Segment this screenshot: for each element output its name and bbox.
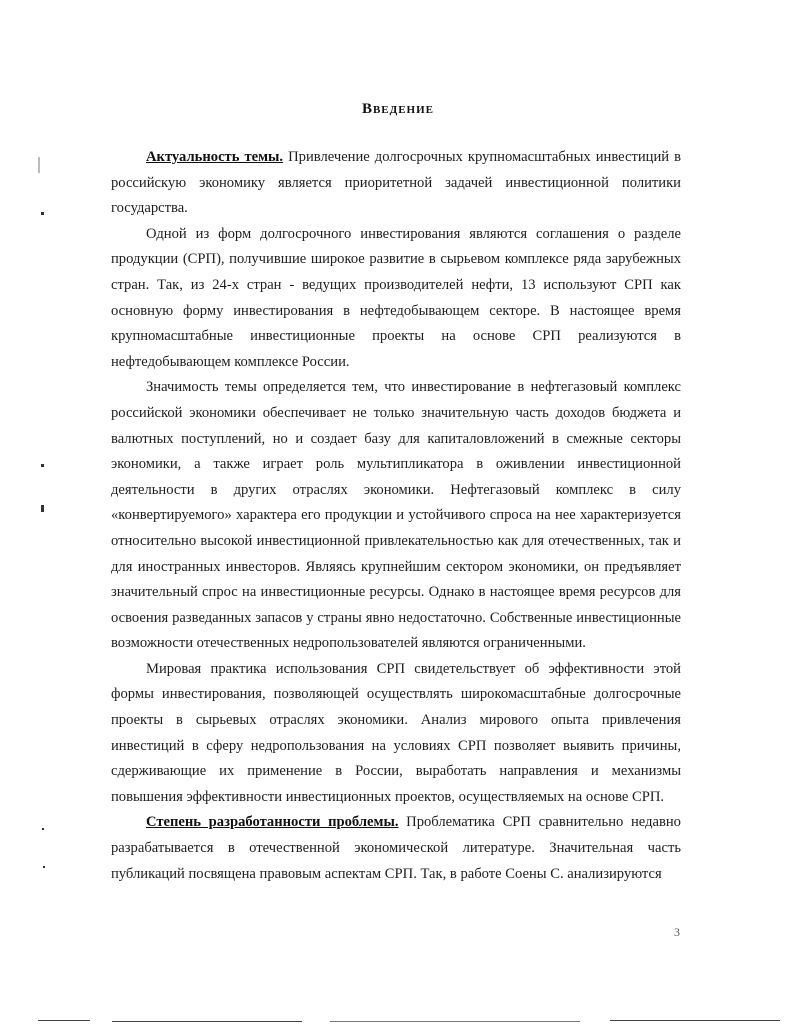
scan-edge-line xyxy=(330,1021,580,1022)
paragraph-significance xyxy=(111,375,681,657)
paragraph-text: Мировая практика использования СРП свидетельствует об эффективности этой формы инвестирования, позволяющей осуществлять широкомасштабные долгосрочные проекты в сырьевых отраслях экономики. Анализ мирового опыта привлечения инвестиций в сферу недропользования на условиях СРП позволяет выявить причины, сдерживающие их применение в России, выработать направления и механизмы повышения эффективности инвестиционных проектов, осуществляемых на основе СРП. xyxy=(111,660,681,805)
paragraph-psa-forms xyxy=(111,222,681,376)
section-lead-development: Степень разработанности проблемы. xyxy=(146,814,399,831)
paragraph-text: Значимость темы определяется тем, что инвестирование в нефтегазовый комплекс российской экономики обеспечивает не только значительную часть доходов бюджета и валютных поступлений, но и создает базу для капиталовложений в смежные секторы экономики, а также играет роль мультипликатора в оживлении инвестиционной деятельности в других отраслях экономики. Нефтегазовый комплекс в силу «конвертируемого» характера его продукции и устойчивого спроса на нее характеризуется относительно высокой инвестиционной привлекательностью как для отечественных, так и для иностранных инвесторов. Являясь крупнейшим сектором экономики, он предъявляет значительный спрос на инвестиционные ресурсы. Однако в настоящее время ресурсов для освоения разведанных запасов у страны явно недостаточно. Собственные инвестиционные возможности отечественных недропользователей являются ограниченными. xyxy=(111,379,681,652)
paragraph-world-practice xyxy=(111,657,681,811)
scan-edge-line xyxy=(610,1020,780,1021)
paragraph-text: Одной из форм долгосрочного инвестирования являются соглашения о разделе продукции (СРП), получившие широкое развитие в сырьевом комплексе ряда зарубежных стран. Так, из 24-х стран - ведущих производителей нефти, 13 используют СРП как основную форму инвестирования в нефтедобывающем секторе. В настоящее время крупномасштабные инвестиционные проекты на основе СРП реализуются в нефтедобывающем комплексе России. xyxy=(111,225,681,370)
scan-mark xyxy=(41,464,44,467)
section-lead-relevance: Актуальность темы. xyxy=(146,149,284,165)
scan-mark xyxy=(42,828,44,830)
scan-mark xyxy=(38,157,40,173)
page-title: Введение xyxy=(361,101,435,117)
paragraph-relevance xyxy=(111,145,681,222)
scan-mark xyxy=(41,212,44,215)
scan-edge-line xyxy=(112,1021,302,1022)
body-text xyxy=(111,145,681,887)
scan-mark xyxy=(43,866,45,868)
paragraph-text: Проблематика СРП сравнительно недавно разрабатывается в отечественной экономической литературе. Значительная часть публикаций посвящена правовым аспектам СРП. Так, в работе Соены С. анализируются xyxy=(111,814,681,882)
scan-mark xyxy=(41,505,44,512)
paragraph-text: Привлечение долгосрочных крупномасштабных инвестиций в российскую экономику является приоритетной задачей инвестиционной политики государства. xyxy=(111,149,681,217)
paragraph-development-degree xyxy=(111,810,681,887)
scan-edge-line xyxy=(38,1020,90,1021)
page-number: 3 xyxy=(674,925,680,939)
